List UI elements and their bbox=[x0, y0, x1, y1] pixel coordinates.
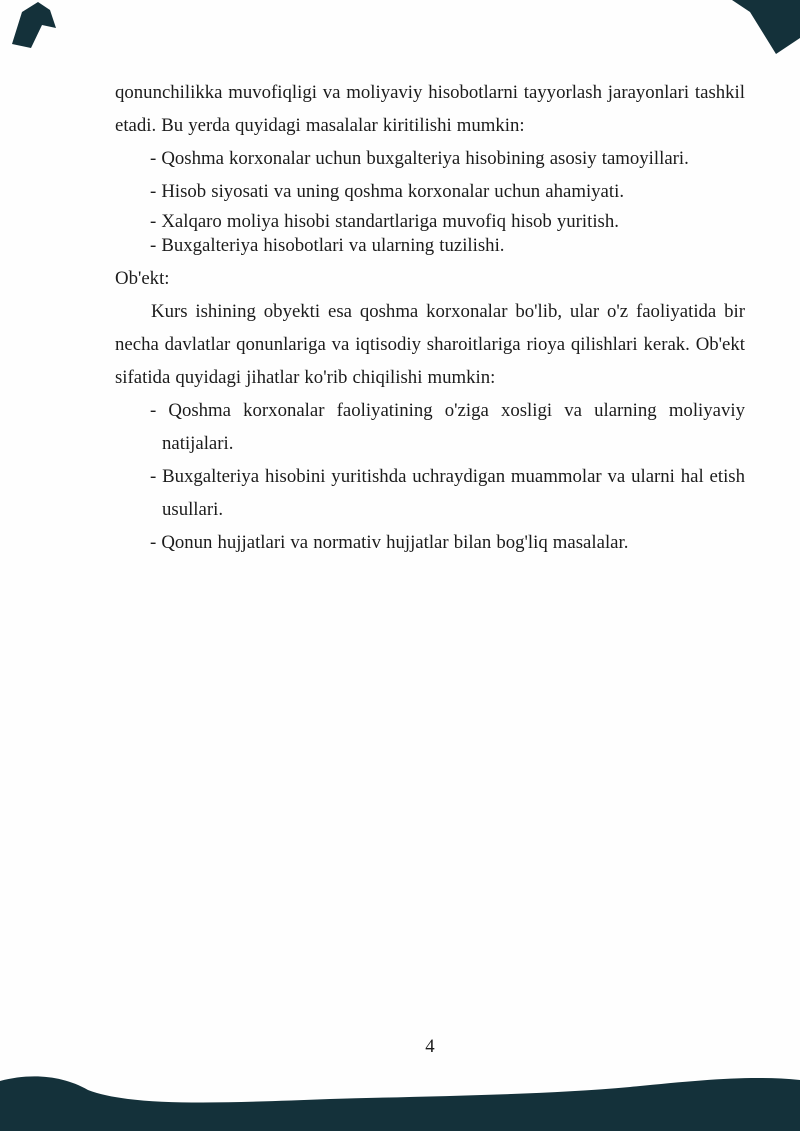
bullet-list-object-aspects bbox=[115, 394, 745, 559]
scan-artifact-bottom-edge bbox=[0, 1069, 800, 1131]
scan-artifact-top-right bbox=[718, 0, 800, 58]
section-heading-object: Ob'ekt: bbox=[115, 268, 170, 289]
paragraph: qonunchilikka muvofiqligi va moliyaviy hisobotlarni tayyorlash jarayonlari tashkil etadi. Bu yerda quyidagi masalalar kiritilishi mumkin: bbox=[115, 82, 745, 136]
list-item: - Qoshma korxonalar faoliyatining o'ziga xosligi va ularning moliyaviy natijalari. bbox=[150, 400, 745, 454]
list-item: - Xalqaro moliya hisobi standartlariga muvofiq hisob yuritish. bbox=[150, 211, 619, 232]
list-item: - Buxgalteriya hisobotlari va ularning tuzilishi. bbox=[150, 235, 505, 256]
list-item: - Qoshma korxonalar uchun buxgalteriya hisobining asosiy tamoyillari. bbox=[150, 148, 689, 169]
document-content bbox=[115, 76, 745, 559]
scan-artifact-top-left bbox=[4, 0, 74, 56]
bullet-list-tasks bbox=[115, 142, 745, 262]
page-number: 4 bbox=[425, 1036, 435, 1057]
list-item: - Buxgalteriya hisobini yuritishda uchraydigan muammolar va ularni hal etish usullari. bbox=[150, 466, 745, 520]
list-item: - Hisob siyosati va uning qoshma korxonalar uchun ahamiyati. bbox=[150, 181, 625, 202]
paragraph: Kurs ishining obyekti esa qoshma korxonalar bo'lib, ular o'z faoliyatida bir necha davlatlar qonunlariga va iqtisodiy sharoitlariga rioya qilishlari kerak. Ob'ekt sifatida quyidagi jihatlar ko'rib chiqilishi mumkin: bbox=[115, 301, 745, 388]
list-item: - Qonun hujjatlari va normativ hujjatlar bilan bog'liq masalalar. bbox=[150, 532, 629, 553]
